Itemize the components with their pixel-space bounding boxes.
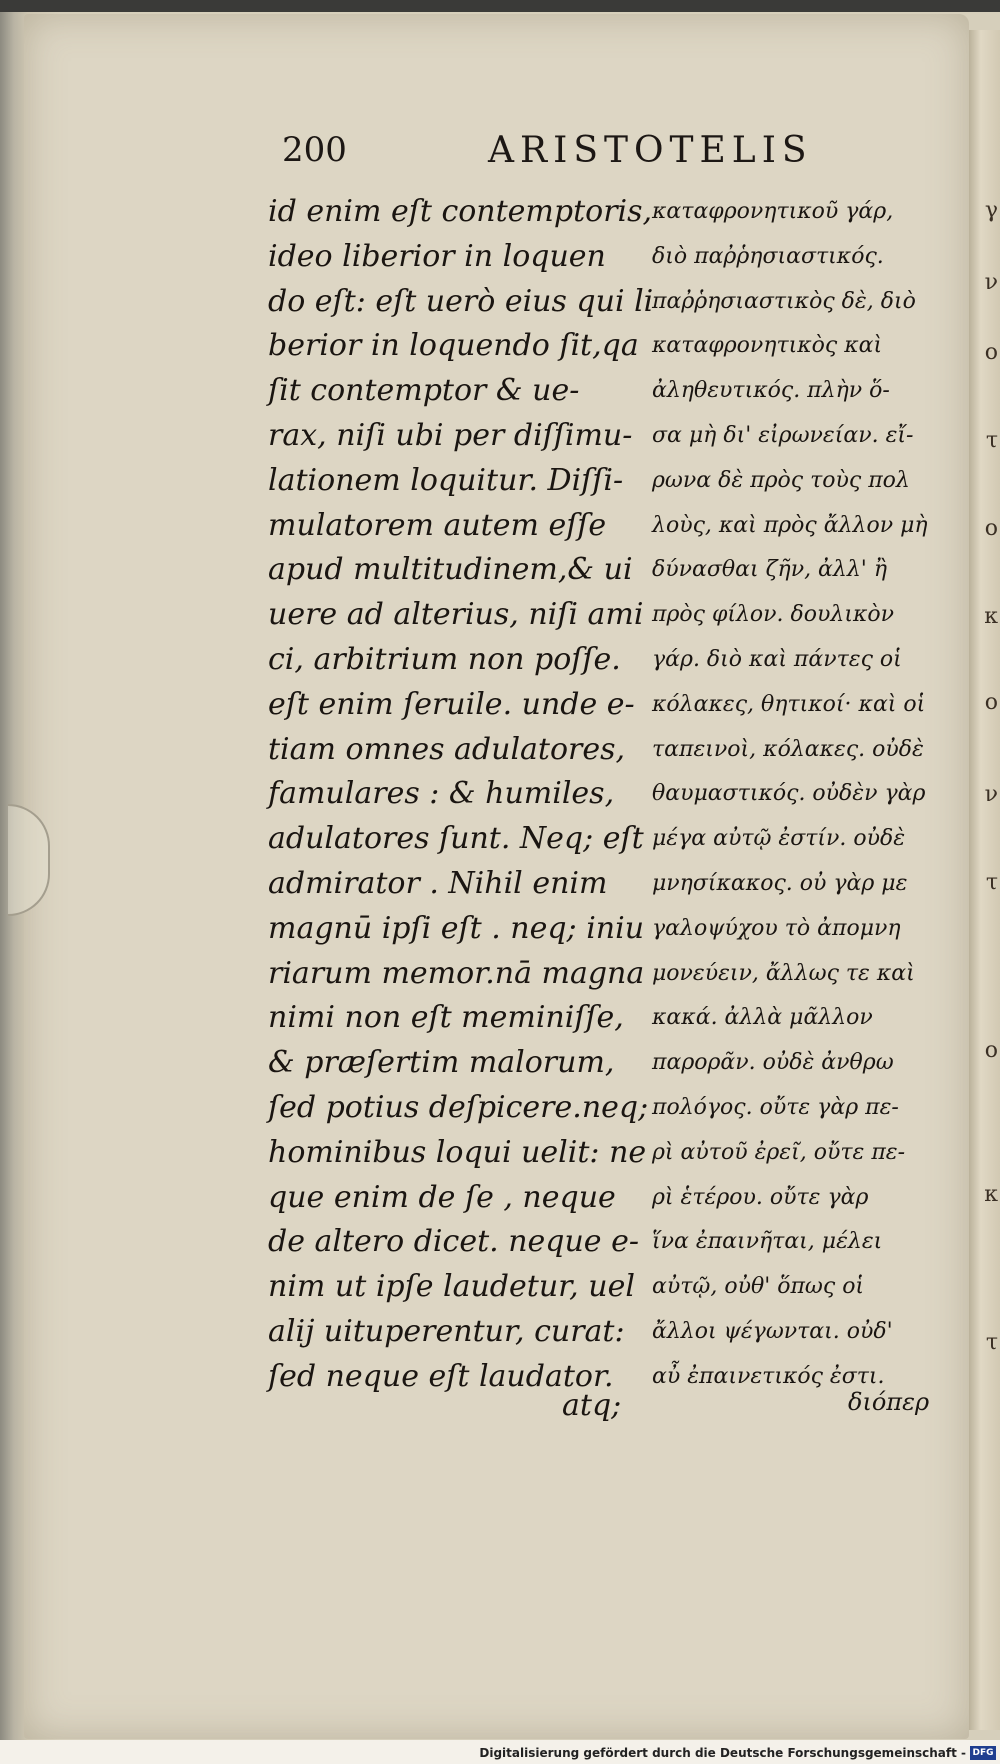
latin-catchword: atq; [562, 1388, 622, 1423]
latin-text-line: famulares : & humiles, [268, 776, 615, 812]
next-page-fragment: ο [984, 690, 998, 715]
greek-text-line: πρὸς φίλον. δουλικὸν [652, 602, 895, 628]
latin-text-line: adulatores ſunt. Neq; eſt [268, 821, 644, 857]
latin-text-line: ſed potius deſpicere.neq; [268, 1089, 649, 1125]
latin-text-line: hominibus loqui uelit: ne [268, 1134, 647, 1170]
next-page-fragment: κ [984, 1182, 998, 1207]
greek-text-line: αὖ ἐπαινετικός ἐστι. [652, 1363, 885, 1389]
next-page-fragment: γ [984, 198, 998, 223]
greek-text-line: μονεύειν, ἄλλως τε καὶ [652, 960, 915, 986]
next-page-fragment: ν [984, 782, 998, 807]
greek-text-line: καταφρονητικὸς καὶ [652, 333, 883, 359]
greek-text-line: κόλακες, θητικοί· καὶ οἱ [652, 691, 926, 717]
next-page-fragment: ν [984, 270, 998, 295]
latin-text-line: apud multitudinem,& ui [268, 552, 633, 588]
greek-text-line: κακά. ἀλλὰ μᾶλλον [652, 1005, 873, 1031]
latin-column [268, 190, 654, 1400]
greek-text-line: ρὶ αὐτοῦ ἐρεῖ, οὔτε πε- [652, 1139, 906, 1165]
dfg-logo: DFG [970, 1746, 996, 1760]
latin-text-line: ſit contemptor & ue- [268, 373, 580, 409]
greek-text-line: θαυμαστικός. οὐδὲν γὰρ [652, 781, 926, 807]
latin-text-line: do eſt: eſt uerò eius qui li [268, 283, 654, 319]
greek-text-line: πολόγος. οὔτε γὰρ πε- [652, 1094, 899, 1120]
next-page-fragment: ο [984, 516, 998, 541]
running-title: ARISTOTELIS [488, 130, 813, 171]
greek-text-line: ρὶ ἑτέρου. οὔτε γὰρ [652, 1184, 869, 1210]
next-page-fragment: τ [985, 1330, 998, 1355]
greek-text-line: ἄλλοι ψέγωνται. οὐδ' [652, 1318, 893, 1344]
latin-text-line: nim ut ipſe laudetur, uel [268, 1269, 635, 1305]
latin-text-line: tiam omnes adulatores, [268, 731, 626, 767]
next-page-fragment: ο [984, 1038, 998, 1063]
latin-text-line: id enim eſt contemptoris, [268, 194, 653, 229]
greek-catchword: διόπερ [848, 1388, 930, 1416]
latin-text-line: & præſertim malorum, [268, 1045, 615, 1081]
greek-text-line: ταπεινοὶ, κόλακες. οὐδὲ [652, 736, 924, 762]
latin-text-line: eſt enim ſeruile. unde e- [268, 686, 635, 722]
greek-text-line: αὐτῷ, οὐθ' ὅπως οἱ [652, 1274, 865, 1300]
greek-column [652, 190, 952, 1400]
latin-text-line: alij uituperentur, curat: [268, 1313, 625, 1349]
latin-text-line: uere ad alterius, niſi ami [268, 597, 644, 633]
next-page-fragment: τ [985, 870, 998, 895]
greek-text-line: ἵνα ἐπαινῆται, μέλει [652, 1229, 883, 1255]
greek-text-line: μνησίκακος. οὐ γὰρ με [652, 870, 908, 896]
greek-text-line: ρωνα δὲ πρὸς τοὺς πολ [652, 467, 910, 493]
latin-text-line: nimi non eſt meminiſſe, [268, 1000, 624, 1036]
greek-text-line: μέγα αὐτῷ ἐστίν. οὐδὲ [652, 826, 906, 852]
latin-text-line: mulatorem autem eſſe [268, 507, 607, 543]
greek-text-line: καταφρονητικοῦ γάρ, [652, 199, 894, 224]
greek-text-line: λοὺς, καὶ πρὸς ἄλλον μὴ [652, 512, 928, 538]
next-page-edge [968, 30, 1000, 1730]
latin-text-line: riarum memor.nā magna [268, 955, 645, 991]
next-page-fragment: κ [984, 604, 998, 629]
greek-text-line: παῤῥησιαστικὸς δὲ, διὸ [652, 288, 916, 314]
scanner-edge [0, 0, 1000, 12]
latin-text-line: admirator . Nihil enim [268, 865, 608, 901]
latin-text-line: rax, niſi ubi per diſſimu- [268, 417, 633, 453]
latin-text-line: de altero dicet. neque e- [268, 1224, 639, 1260]
latin-text-line: ci, arbitrium non poſſe. [268, 641, 621, 677]
digitization-credit: Digitalisierung gefördert durch die Deutsche Forschungsgemeinschaft - [479, 1746, 966, 1760]
page-number: 200 [282, 130, 347, 170]
latin-text-line: ideo liberior in loquen [268, 238, 606, 274]
greek-text-line: δύνασθαι ζῆν, ἀλλ' ἢ [652, 557, 888, 583]
next-page-fragment: ο [984, 340, 998, 365]
latin-text-line: berior in loquendo ſit,qa [268, 328, 639, 364]
latin-text-line: lationem loquitur. Diſſi- [268, 462, 624, 498]
greek-text-line: σα μὴ δι' εἰρωνείαν. εἴ- [652, 422, 914, 448]
latin-text-line: ſed neque eſt laudator. [268, 1358, 614, 1394]
greek-text-line: παρορᾶν. οὐδὲ ἀνθρω [652, 1050, 894, 1076]
greek-text-line: ἀληθευτικός. πλὴν ὅ- [652, 378, 890, 404]
greek-text-line: γαλοψύχου τὸ ἀπομνη [652, 915, 901, 941]
next-page-fragment: τ [985, 428, 998, 453]
latin-text-line: que enim de ſe , neque [268, 1179, 616, 1215]
latin-text-line: magnū ipſi eſt . neq; iniu [268, 910, 645, 946]
greek-text-line: διὸ παῤῥησιαστικός. [652, 243, 884, 269]
greek-text-line: γάρ. διὸ καὶ πάντες οἱ [652, 646, 902, 672]
